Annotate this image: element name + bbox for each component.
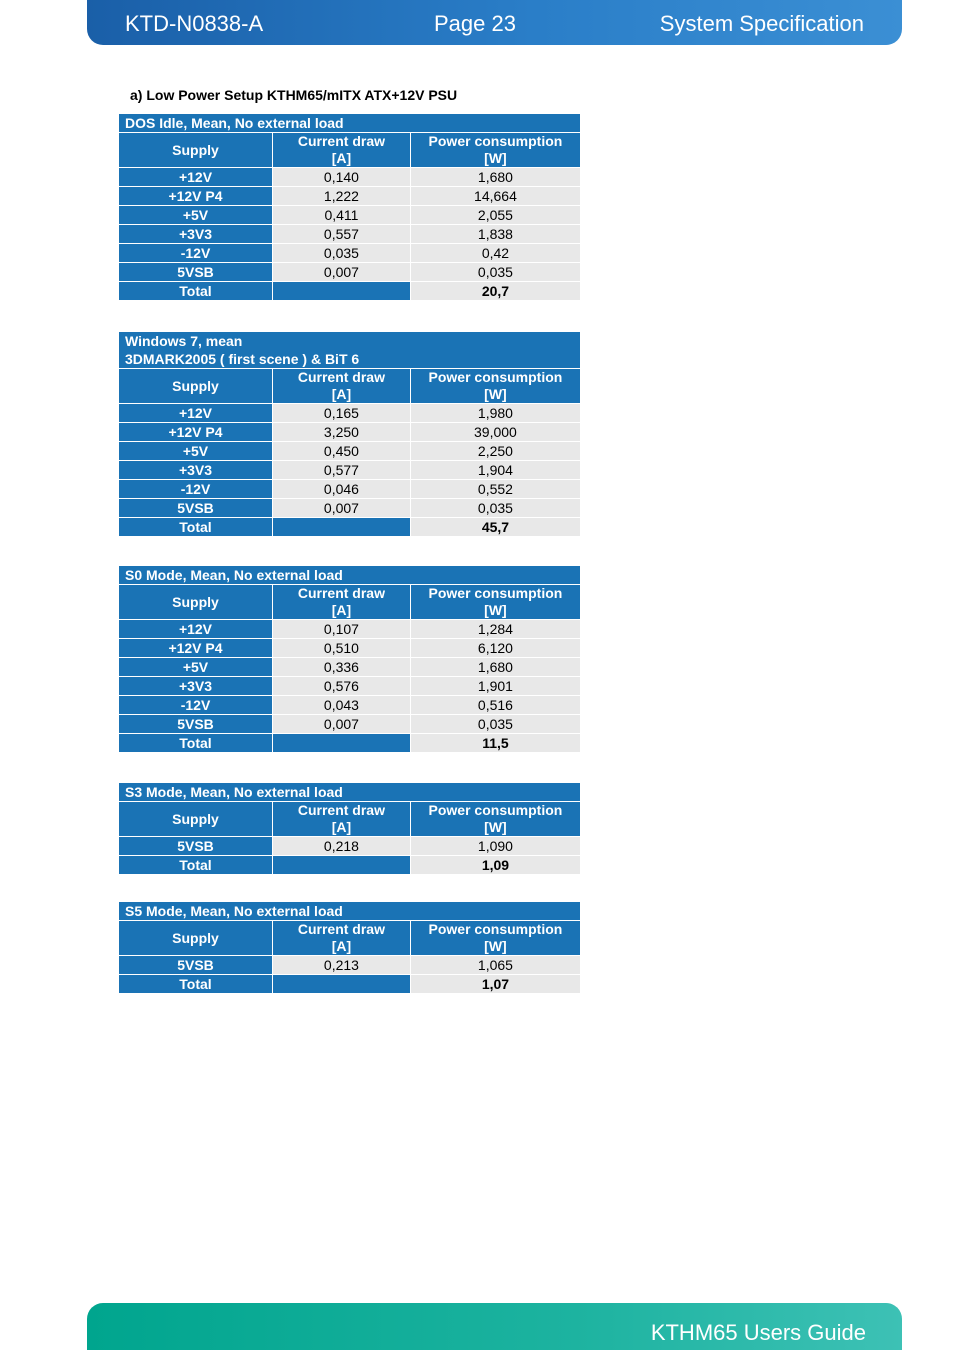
total-value: 11,5 [410, 734, 580, 753]
table-row [119, 620, 581, 639]
current-cell: 0,336 [272, 658, 410, 677]
header-power [410, 921, 580, 956]
current-cell: 0,557 [273, 225, 411, 244]
table-title-line: DOS Idle, Mean, No external load [125, 115, 344, 131]
header-current-line1: Current draw [297, 585, 385, 601]
supply-cell: 5VSB [119, 837, 273, 856]
total-row [119, 975, 581, 994]
current-cell: 0,450 [272, 442, 410, 461]
power-cell: 6,120 [410, 639, 580, 658]
current-cell: 0,165 [272, 404, 410, 423]
total-label: Total [119, 975, 273, 994]
power-cell: 1,680 [410, 168, 580, 187]
total-blank-cell [272, 734, 410, 753]
supply-cell: +12V P4 [119, 187, 273, 206]
power-cell: 0,552 [410, 480, 580, 499]
total-value: 45,7 [410, 518, 580, 537]
header-current-line2: [A] [331, 938, 352, 954]
supply-cell: 5VSB [119, 715, 273, 734]
current-cell: 0,007 [272, 499, 410, 518]
total-value: 1,07 [410, 975, 580, 994]
power-table [118, 782, 581, 875]
table-row [119, 244, 581, 263]
header-supply: Supply [119, 133, 273, 168]
header-power [410, 585, 580, 620]
table-title [119, 902, 581, 921]
supply-cell: +3V3 [119, 225, 273, 244]
supply-cell: +5V [119, 658, 273, 677]
total-row [119, 734, 581, 753]
power-cell: 39,000 [410, 423, 580, 442]
table-title-line: Windows 7, mean [125, 333, 243, 349]
table-row [119, 263, 581, 282]
power-cell: 1,065 [410, 956, 580, 975]
total-blank-cell [272, 856, 410, 875]
header-supply: Supply [119, 802, 273, 837]
section-name: System Specification [659, 11, 864, 36]
current-cell: 0,576 [272, 677, 410, 696]
power-cell: 1,090 [410, 837, 580, 856]
power-table [118, 113, 581, 301]
current-cell: 0,007 [272, 715, 410, 734]
table-row [119, 206, 581, 225]
power-cell: 0,035 [410, 715, 580, 734]
current-cell: 0,107 [272, 620, 410, 639]
table-title-line: S3 Mode, Mean, No external load [125, 784, 343, 800]
guide-title: KTHM65 Users Guide [650, 1320, 866, 1345]
page-header [87, 0, 902, 45]
supply-cell: -12V [119, 696, 273, 715]
header-current [272, 369, 410, 404]
current-cell: 3,250 [272, 423, 410, 442]
current-cell: 0,046 [272, 480, 410, 499]
total-blank-cell [273, 282, 411, 301]
supply-cell: -12V [119, 480, 273, 499]
table-row [119, 480, 581, 499]
supply-cell: +5V [119, 206, 273, 225]
table-row [119, 461, 581, 480]
header-current-line1: Current draw [297, 133, 385, 149]
section-title: a) Low Power Setup KTHM65/mITX ATX+12V PSU [130, 87, 458, 103]
header-power-line1: Power consumption [428, 802, 563, 818]
header-current [272, 585, 410, 620]
table-row [119, 677, 581, 696]
header-current [273, 133, 411, 168]
table-row [119, 423, 581, 442]
header-power-line2: [W] [484, 938, 507, 954]
current-cell: 0,411 [273, 206, 411, 225]
power-cell: 0,035 [410, 263, 580, 282]
supply-cell: +12V P4 [119, 423, 273, 442]
power-cell: 1,680 [410, 658, 580, 677]
power-table [118, 331, 581, 537]
current-cell: 1,222 [273, 187, 411, 206]
header-power [410, 369, 580, 404]
power-cell: 2,250 [410, 442, 580, 461]
table-title-line: S5 Mode, Mean, No external load [125, 903, 343, 919]
header-supply: Supply [119, 921, 273, 956]
current-cell: 0,043 [272, 696, 410, 715]
supply-cell: 5VSB [119, 499, 273, 518]
table-row [119, 499, 581, 518]
header-current-line1: Current draw [297, 921, 385, 937]
table-row [119, 658, 581, 677]
document-id: KTD-N0838-A [125, 11, 264, 36]
header-current-line2: [A] [331, 386, 352, 402]
header-current-line2: [A] [331, 602, 352, 618]
header-power [410, 802, 580, 837]
power-cell: 1,838 [410, 225, 580, 244]
table-row [119, 837, 581, 856]
table-row [119, 187, 581, 206]
table-row [119, 404, 581, 423]
total-blank-cell [272, 518, 410, 537]
header-current-line2: [A] [331, 150, 352, 166]
power-cell: 1,980 [410, 404, 580, 423]
table-row [119, 639, 581, 658]
header-power [410, 133, 580, 168]
header-power-line1: Power consumption [428, 921, 563, 937]
table-row [119, 696, 581, 715]
page-number: Page 23 [434, 11, 516, 36]
table-row [119, 715, 581, 734]
power-cell: 0,42 [410, 244, 580, 263]
table-row [119, 225, 581, 244]
power-cell: 2,055 [410, 206, 580, 225]
supply-cell: +12V [119, 168, 273, 187]
supply-cell: 5VSB [119, 956, 273, 975]
current-cell: 0,035 [273, 244, 411, 263]
total-label: Total [119, 734, 273, 753]
header-power-line1: Power consumption [428, 585, 563, 601]
power-cell: 0,035 [410, 499, 580, 518]
total-label: Total [119, 856, 273, 875]
table-title [119, 114, 581, 133]
supply-cell: +12V [119, 404, 273, 423]
current-cell: 0,007 [273, 263, 411, 282]
header-power-line2: [W] [484, 150, 507, 166]
header-power-line2: [W] [484, 386, 507, 402]
header-power-line2: [W] [484, 819, 507, 835]
supply-cell: -12V [119, 244, 273, 263]
total-row [119, 518, 581, 537]
table-row [119, 956, 581, 975]
supply-cell: +12V [119, 620, 273, 639]
supply-cell: +3V3 [119, 461, 273, 480]
header-current-line2: [A] [331, 819, 352, 835]
total-value: 20,7 [410, 282, 580, 301]
power-cell: 1,284 [410, 620, 580, 639]
table-title [119, 566, 581, 585]
power-cell: 1,904 [410, 461, 580, 480]
power-cell: 0,516 [410, 696, 580, 715]
current-cell: 0,140 [273, 168, 411, 187]
total-value: 1,09 [410, 856, 580, 875]
supply-cell: +5V [119, 442, 273, 461]
table-title [119, 783, 581, 802]
supply-cell: 5VSB [119, 263, 273, 282]
header-current [272, 921, 410, 956]
power-cell: 14,664 [410, 187, 580, 206]
page-footer [87, 1303, 902, 1350]
table-row [119, 168, 581, 187]
current-cell: 0,213 [272, 956, 410, 975]
header-supply: Supply [119, 369, 273, 404]
power-cell: 1,901 [410, 677, 580, 696]
supply-cell: +12V P4 [119, 639, 273, 658]
current-cell: 0,577 [272, 461, 410, 480]
current-cell: 0,510 [272, 639, 410, 658]
header-power-line1: Power consumption [428, 133, 563, 149]
table-row [119, 442, 581, 461]
table-title-line: 3DMARK2005 ( first scene ) & BiT 6 [125, 351, 360, 367]
power-table [118, 565, 581, 753]
power-table [118, 901, 581, 994]
current-cell: 0,218 [272, 837, 410, 856]
total-row [119, 856, 581, 875]
total-label: Total [119, 518, 273, 537]
supply-cell: +3V3 [119, 677, 273, 696]
header-supply: Supply [119, 585, 273, 620]
header-current-line1: Current draw [297, 802, 385, 818]
total-label: Total [119, 282, 273, 301]
total-row [119, 282, 581, 301]
table-title-line: S0 Mode, Mean, No external load [125, 567, 343, 583]
total-blank-cell [272, 975, 410, 994]
header-power-line2: [W] [484, 602, 507, 618]
table-title [119, 332, 581, 369]
header-current [272, 802, 410, 837]
header-current-line1: Current draw [297, 369, 385, 385]
header-power-line1: Power consumption [428, 369, 563, 385]
